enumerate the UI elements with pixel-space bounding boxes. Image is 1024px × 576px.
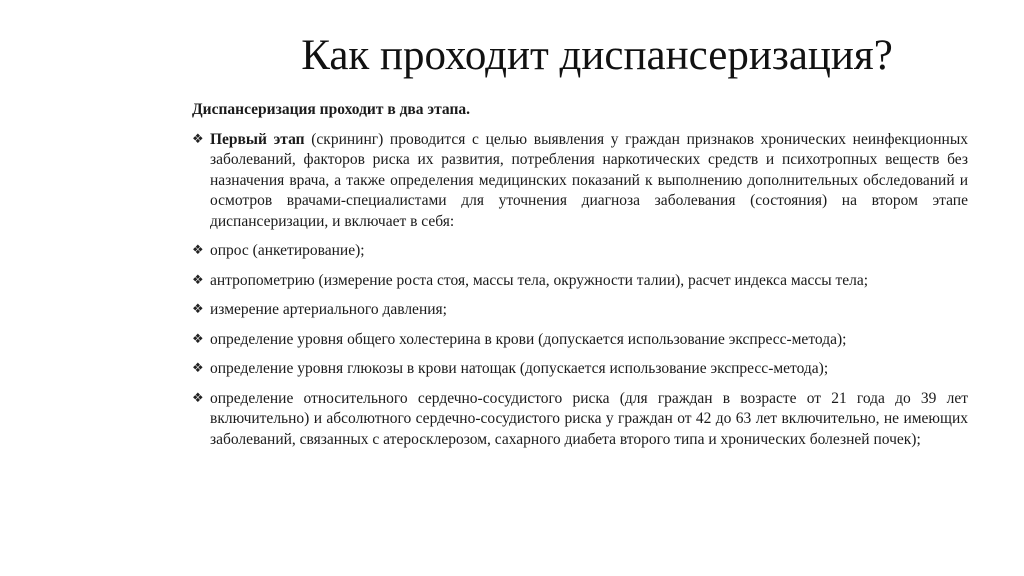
bullet-text: определение уровня глюкозы в крови натощак (допускается использование экспресс-метода);	[210, 360, 829, 377]
diamond-bullet-icon: ❖	[192, 390, 204, 406]
diamond-bullet-icon: ❖	[192, 331, 204, 347]
list-item	[192, 130, 968, 233]
list-item	[192, 241, 968, 262]
bullet-text: (скрининг) проводится с целью выявления у граждан признаков хронических неинфекционных заболеваний, факторов риска их развития, потребления наркотических средств и психотропных веществ без назначения врача, а также определения медицинских показаний к выполнению дополнительных обследований и осмотров врачами-специалистами для уточнения диагноза заболевания (состояния) на втором этапе диспансеризации, и включает в себя:	[210, 130, 968, 230]
list-item	[192, 389, 968, 451]
diamond-bullet-icon: ❖	[192, 272, 204, 288]
diamond-bullet-icon: ❖	[192, 361, 204, 376]
intro-text: Диспансеризация проходит в два этапа.	[192, 101, 471, 118]
bullet-text: определение уровня общего холестерина в крови (допускается использование экспресс-метода);	[210, 330, 847, 348]
list-item	[192, 359, 968, 380]
slide-content	[192, 100, 968, 459]
bullet-lead: Первый этап	[210, 130, 305, 148]
list-item	[192, 271, 968, 292]
list-item	[192, 330, 968, 351]
bullet-text: измерение артериального давления;	[210, 301, 447, 318]
slide-title: Как проходит диспансеризация?	[301, 32, 893, 79]
bullet-text: опрос (анкетирование);	[210, 242, 365, 259]
bullet-text: антропометрию (измерение роста стоя, массы тела, окружности талии), расчет индекса массы тела;	[210, 271, 869, 289]
list-item	[192, 300, 968, 321]
diamond-bullet-icon: ❖	[192, 243, 204, 258]
diamond-bullet-icon: ❖	[192, 302, 204, 317]
diamond-bullet-icon: ❖	[192, 131, 204, 147]
bullet-text: определение относительного сердечно-сосудистого риска (для граждан в возрасте от 21 года до 39 лет включительно) и абсолютного сердечно-сосудистого риска у граждан от 42 до 63 лет включительно, не имеющих заболеваний, связанных с атеросклерозом, сахарного диабета второго типа и хронических болезней почек);	[210, 389, 968, 448]
bullet-list	[192, 130, 968, 451]
